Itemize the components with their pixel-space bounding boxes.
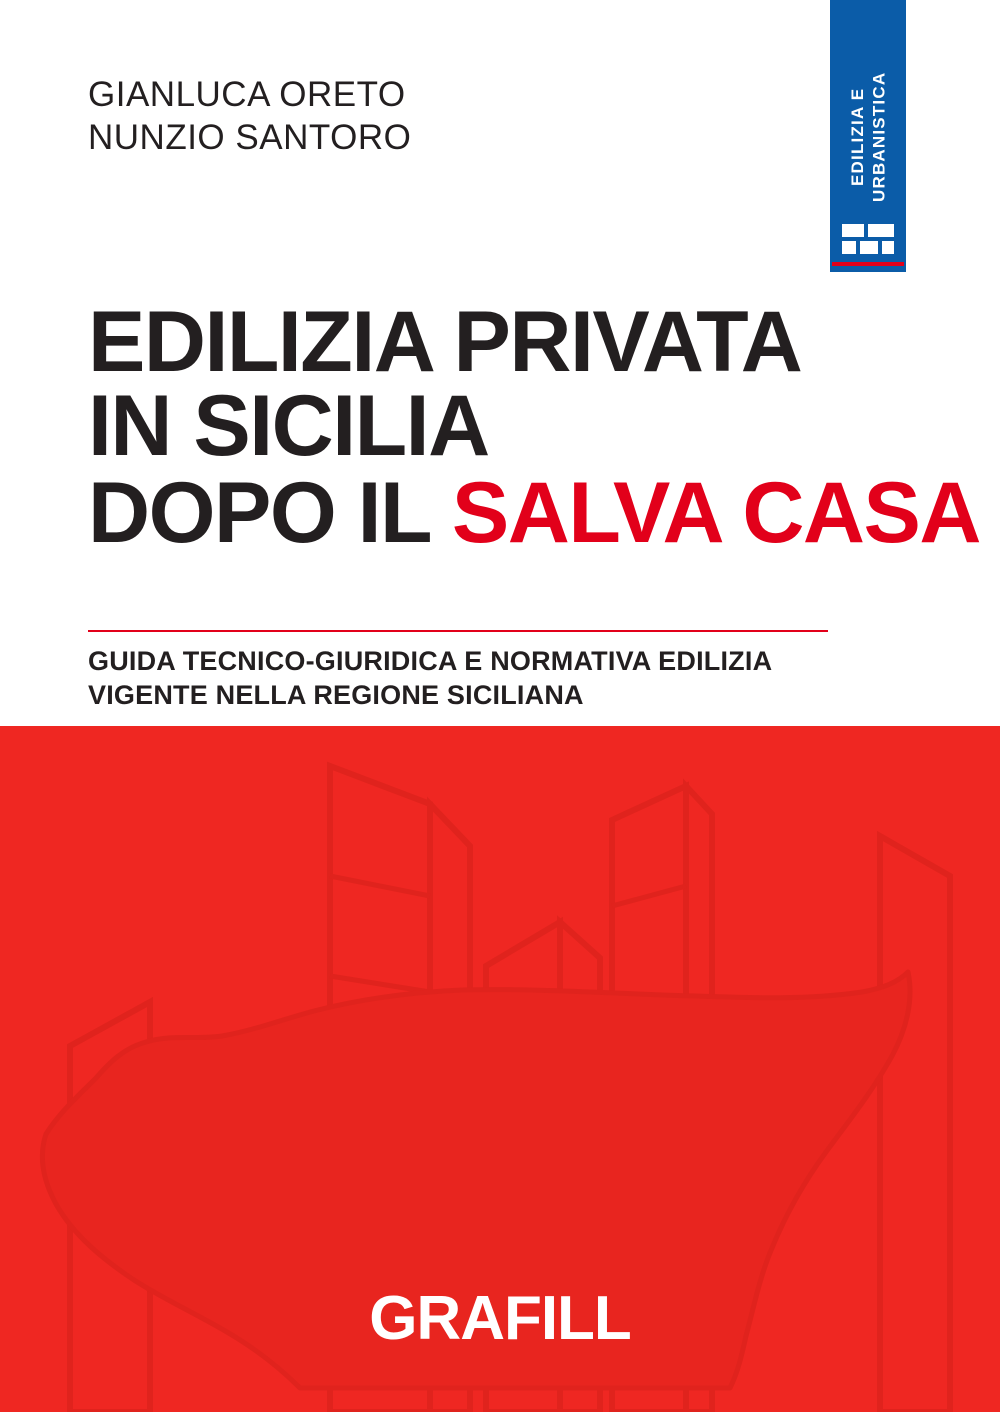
publisher-logo-text: GRAFILL <box>369 1284 631 1353</box>
title-line-3-highlight: SALVA CASA <box>451 464 981 561</box>
title-line-3 <box>88 464 981 561</box>
publisher-logo <box>0 1284 1000 1353</box>
bricks-icon <box>840 222 896 258</box>
series-badge-label: EDILIZIA E URBANISTICA <box>847 71 888 203</box>
subtitle-block <box>88 644 888 712</box>
title-line-2: IN SICILIA <box>88 378 489 475</box>
author-name: GIANLUCA ORETO <box>88 75 406 114</box>
title-line-3-prefix: DOPO IL <box>88 464 452 561</box>
subtitle-line-1: GUIDA TECNICO-GIURIDICA E NORMATIVA EDILIZIA <box>88 646 773 676</box>
authors-block <box>88 74 411 159</box>
title-line-1: EDILIZIA PRIVATA <box>88 294 802 390</box>
title-divider <box>88 630 828 632</box>
series-badge-label-wrap <box>824 52 912 222</box>
title-block <box>88 294 981 561</box>
subtitle-line-2: VIGENTE NELLA REGIONE SICILIANA <box>88 680 584 711</box>
author-name: NUNZIO SANTORO <box>88 117 412 157</box>
series-badge-accent-rule <box>832 262 904 266</box>
series-badge <box>824 0 912 272</box>
